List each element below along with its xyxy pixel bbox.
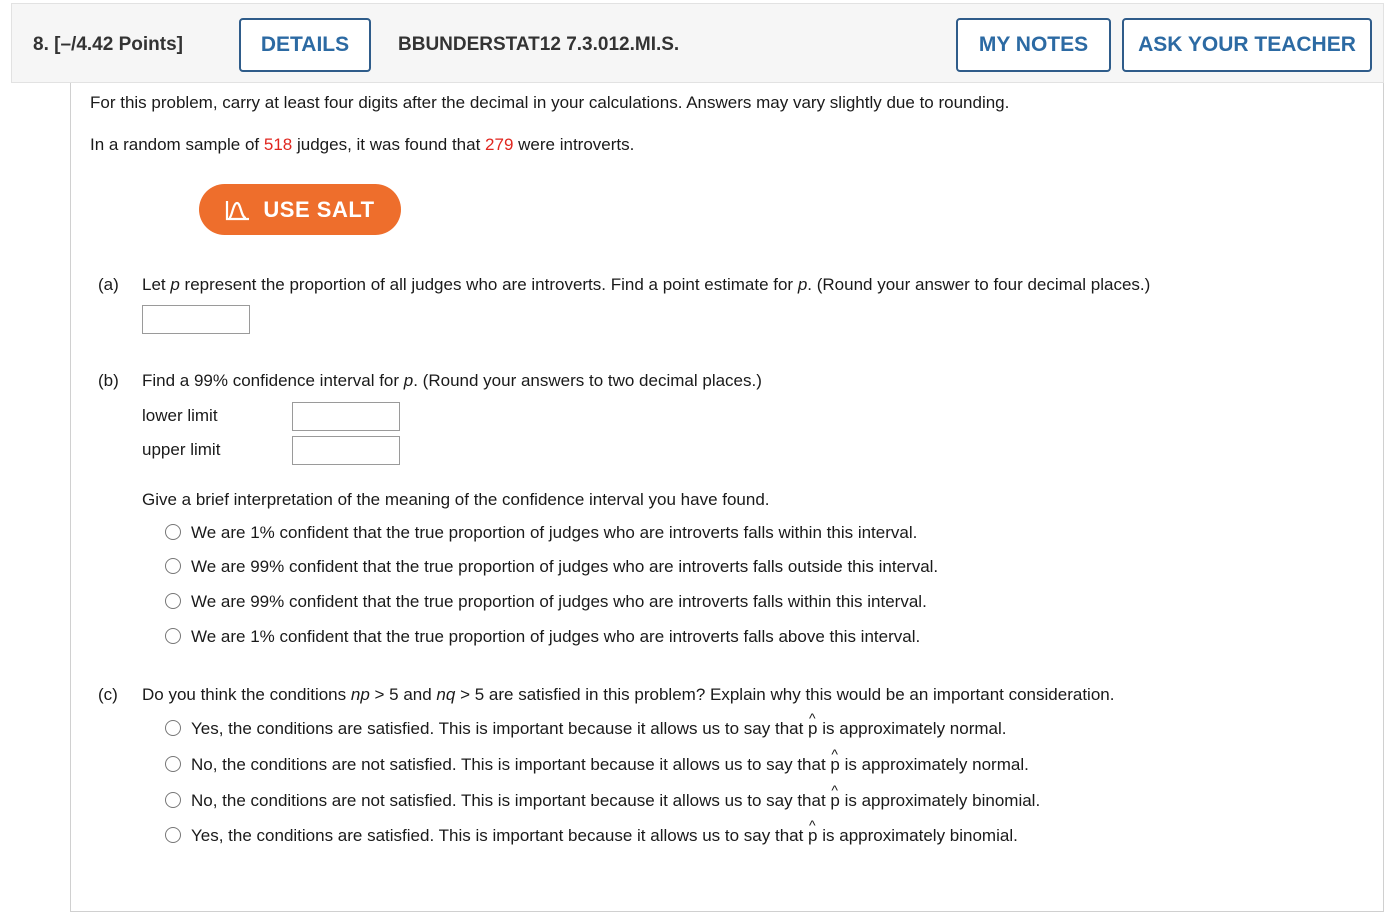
instruction-text: For this problem, carry at least four digits after the decimal in your calculations. Answers may vary slightly due to rounding. bbox=[90, 93, 1010, 112]
part-a-letter: (a) bbox=[98, 275, 119, 294]
conditions-option-2-pre: No, the conditions are not satisfied. This is important because it allows us to say that bbox=[191, 755, 831, 774]
interpretation-option-4: We are 1% confident that the true proportion of judges who are introverts falls above this interval. bbox=[191, 627, 921, 646]
question-number bbox=[33, 34, 183, 56]
interpretation-option-2: We are 99% confident that the true proportion of judges who are introverts falls outside this interval. bbox=[191, 557, 939, 576]
interpretation-radio-2[interactable] bbox=[165, 558, 181, 574]
lower-limit-label: lower limit bbox=[142, 406, 218, 425]
conditions-option-1-post: is approximately normal. bbox=[817, 719, 1007, 738]
problem-code: BBUNDERSTAT12 7.3.012.MI.S. bbox=[398, 34, 680, 55]
sample-pre: In a random sample of bbox=[90, 135, 264, 154]
conditions-option-1-pre: Yes, the conditions are satisfied. This is important because it allows us to say that bbox=[191, 719, 809, 738]
conditions-option-2-post: is approximately normal. bbox=[839, 755, 1029, 774]
part-a-var-p2: p bbox=[797, 275, 808, 294]
part-a-prompt bbox=[142, 275, 1150, 295]
part-b-prompt bbox=[142, 371, 762, 391]
ask-teacher-button[interactable]: ASK YOUR TEACHER bbox=[1122, 18, 1372, 72]
np-term: np bbox=[350, 685, 370, 704]
part-c-prompt-pre: Do you think the conditions bbox=[142, 685, 351, 704]
interpretation-radio-1[interactable] bbox=[165, 524, 181, 540]
conditions-option-4-pre: Yes, the conditions are satisfied. This is important because it allows us to say that bbox=[191, 826, 809, 845]
p-hat-symbol: ^ p bbox=[830, 791, 839, 811]
interpretation-radio-4[interactable] bbox=[165, 628, 181, 644]
conditions-radio-2[interactable] bbox=[165, 756, 181, 772]
interpretation-radio-3[interactable] bbox=[165, 593, 181, 609]
use-salt-label: USE SALT bbox=[263, 196, 375, 222]
part-c-gt5-2: > 5 are satisfied in this problem? Explain why this would be an important consideration. bbox=[455, 685, 1115, 704]
part-a-prompt-pre: Let bbox=[142, 275, 171, 294]
sample-statement bbox=[90, 135, 634, 155]
part-c-prompt bbox=[142, 685, 1114, 705]
part-b-prompt-pre: Find a 99% confidence interval for bbox=[142, 371, 404, 390]
p-hat-symbol: ^ p bbox=[830, 755, 839, 775]
conditions-option-4-post: is approximately binomial. bbox=[817, 826, 1018, 845]
conditions-option-3-pre: No, the conditions are not satisfied. This is important because it allows us to say that bbox=[191, 791, 831, 810]
part-c-gt5-1: > 5 and bbox=[369, 685, 437, 704]
part-a-prompt-mid: represent the proportion of all judges who are introverts. Find a point estimate for bbox=[179, 275, 798, 294]
my-notes-button[interactable]: MY NOTES bbox=[956, 18, 1111, 72]
conditions-option-2 bbox=[191, 755, 1029, 775]
introvert-count: 279 bbox=[485, 135, 514, 154]
interpretation-prompt: Give a brief interpretation of the meaning of the confidence interval you have found. bbox=[142, 490, 770, 509]
part-a-var-p: p bbox=[170, 275, 180, 294]
lower-limit-input[interactable] bbox=[292, 402, 400, 431]
conditions-option-3 bbox=[191, 791, 1040, 811]
upper-limit-label: upper limit bbox=[142, 440, 221, 459]
conditions-option-1 bbox=[191, 719, 1006, 739]
sample-size: 518 bbox=[263, 135, 293, 154]
nq-term: nq bbox=[436, 685, 456, 704]
question-number-label: 8. bbox=[33, 34, 49, 55]
details-button[interactable]: DETAILS bbox=[239, 18, 371, 72]
part-b-letter: (b) bbox=[98, 371, 119, 390]
part-a-prompt-post: . (Round your answer to four decimal places.) bbox=[807, 275, 1151, 294]
conditions-radio-1[interactable] bbox=[165, 720, 181, 736]
part-b-var-p: p bbox=[403, 371, 414, 390]
conditions-option-3-post: is approximately binomial. bbox=[839, 791, 1041, 810]
conditions-radio-4[interactable] bbox=[165, 827, 181, 843]
salt-chart-icon bbox=[225, 199, 251, 221]
p-hat-symbol: ^ p bbox=[808, 826, 817, 846]
interpretation-option-1: We are 1% confident that the true proportion of judges who are introverts falls within this interval. bbox=[191, 523, 918, 542]
use-salt-button[interactable] bbox=[199, 184, 401, 235]
p-hat-symbol: ^ p bbox=[808, 719, 817, 739]
points-label: [–/4.42 Points] bbox=[54, 34, 183, 55]
sample-mid: judges, it was found that bbox=[292, 135, 486, 154]
sample-post: were introverts. bbox=[513, 135, 635, 154]
conditions-option-4 bbox=[191, 826, 1018, 846]
question-header bbox=[11, 3, 1384, 83]
part-c-letter: (c) bbox=[98, 685, 118, 704]
interpretation-option-3: We are 99% confident that the true proportion of judges who are introverts falls within this interval. bbox=[191, 592, 927, 611]
upper-limit-input[interactable] bbox=[292, 436, 400, 465]
point-estimate-input[interactable] bbox=[142, 305, 250, 334]
conditions-radio-3[interactable] bbox=[165, 792, 181, 808]
part-b-prompt-post: . (Round your answers to two decimal places.) bbox=[413, 371, 762, 390]
